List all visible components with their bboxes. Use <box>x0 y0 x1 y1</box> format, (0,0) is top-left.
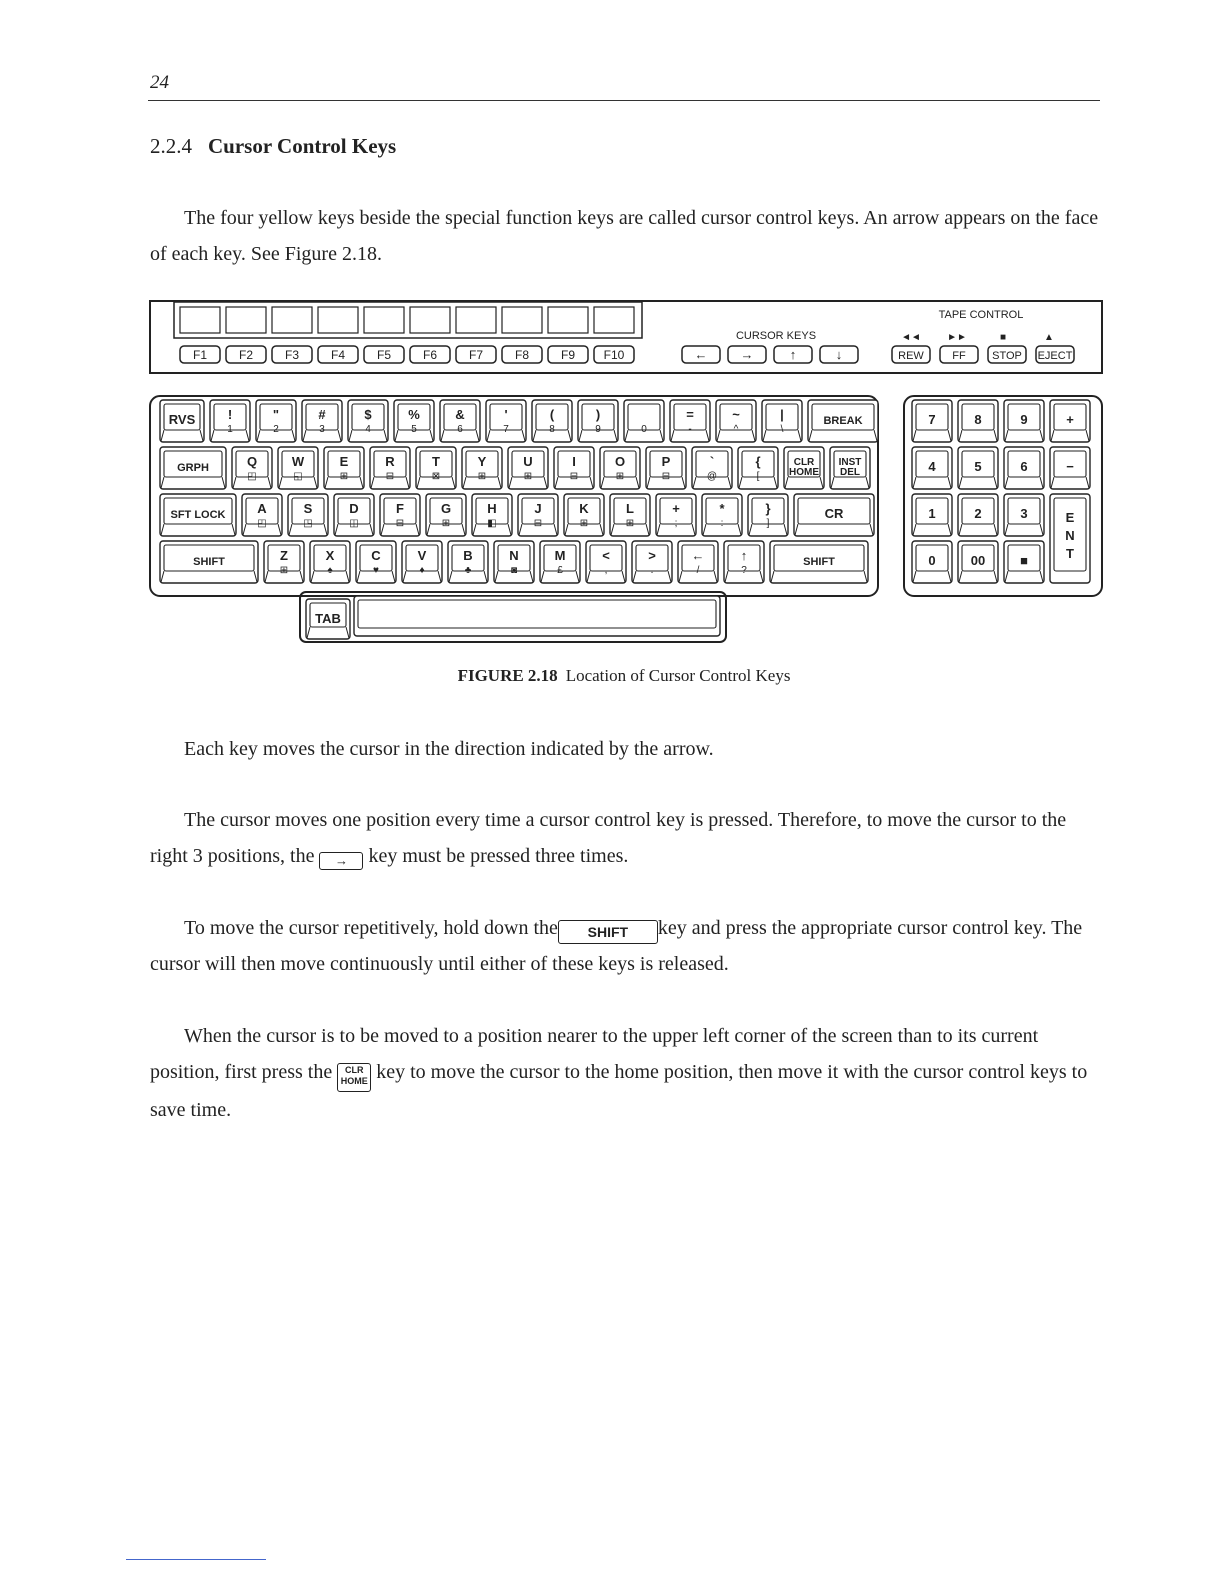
key-row4-8 <box>540 541 580 583</box>
key-label-lower: ⊞ <box>523 471 533 482</box>
home-label: HOME <box>340 1076 368 1086</box>
key-label-lower: ⊞ <box>477 471 487 482</box>
key-label: Y <box>477 454 487 469</box>
cursor-key-area <box>682 330 858 363</box>
key-label-lower: ⊞ <box>339 471 349 482</box>
function-key-f7 <box>456 307 496 363</box>
keypad-key-3 <box>1004 400 1044 442</box>
key-label: TAB <box>315 611 341 626</box>
key-label-lower: ◱ <box>293 471 303 482</box>
key-label: 2 <box>974 506 982 521</box>
key-row4-2 <box>264 541 304 583</box>
key-label: P <box>661 454 671 469</box>
key-label: K <box>579 501 589 516</box>
clr-home-key-drawing <box>337 1063 371 1092</box>
key-label-lower: ⊞ <box>615 471 625 482</box>
key-label: * <box>719 501 725 516</box>
tape-key-label: REW <box>898 350 924 362</box>
key-row3-3 <box>288 494 328 536</box>
paragraph-shift-text-b: key and press the appropriate cursor control key. The cursor will then move continuously until either of these keys is released. <box>150 917 1083 975</box>
key-label-lower: 7 <box>503 424 509 435</box>
key-label: | <box>780 407 784 422</box>
keypad-key-12 <box>912 541 952 583</box>
paragraph-home-text-b: key to move the cursor to the home position, then move it with the cursor control keys to save time. <box>150 1061 1088 1121</box>
function-key-label: F4 <box>330 348 346 362</box>
key-label-lower: 3 <box>319 424 325 435</box>
function-key-label: F2 <box>238 348 254 362</box>
key-row4-11 <box>678 541 718 583</box>
key-label-lower: ⊟ <box>395 518 405 529</box>
key-row3-7 <box>472 494 512 536</box>
key-label: + <box>672 501 680 516</box>
key-row2-9 <box>554 447 594 489</box>
key-label: 00 <box>970 553 986 568</box>
function-key-f2 <box>226 307 266 363</box>
function-key-label: F9 <box>560 348 576 362</box>
key-label-lower: ⊞ <box>279 565 289 576</box>
key-label-lower: ⊞ <box>579 518 589 529</box>
keypad-key-13 <box>958 541 998 583</box>
key-label-lower: ◳ <box>303 518 313 529</box>
key-label-lower: / <box>696 565 700 576</box>
key-label-sub: HOME <box>789 467 819 478</box>
tape-symbol: ▲ <box>1044 332 1054 343</box>
cursor-key-right <box>728 346 766 363</box>
keypad-key-9 <box>912 494 952 536</box>
key-row1-3 <box>256 400 296 442</box>
key-label: 1 <box>928 506 936 521</box>
key-label: CR <box>824 506 844 521</box>
key-label: 4 <box>928 459 936 474</box>
key-label-lower: @ <box>706 471 718 482</box>
key-label: { <box>755 454 761 469</box>
key-label: SFT LOCK <box>170 509 226 521</box>
keypad-key-2 <box>958 400 998 442</box>
key-row3-1 <box>160 494 236 536</box>
key-label: 9 <box>1020 412 1028 427</box>
key-row4-9 <box>586 541 626 583</box>
key-label-lower: ⊞ <box>625 518 635 529</box>
key-label: SHIFT <box>193 556 225 568</box>
key-row3-4 <box>334 494 374 536</box>
section-title: Cursor Control Keys <box>208 134 397 158</box>
key-label-lower: 9 <box>595 424 601 435</box>
key-label: RVS <box>168 412 196 427</box>
key-row3-14 <box>794 494 874 536</box>
keypad-enter-key <box>1050 494 1090 583</box>
key-row2-13 <box>738 447 778 489</box>
key-label-lower: ^ <box>733 424 739 435</box>
key-row2-2 <box>232 447 272 489</box>
function-key-label: F10 <box>603 348 625 362</box>
key-row1-12 <box>670 400 710 442</box>
key-label-top: INST <box>838 457 862 468</box>
key-row4-6 <box>448 541 488 583</box>
tape-symbol: ◄◄ <box>901 332 921 343</box>
keypad-key-7 <box>1004 447 1044 489</box>
key-row1-15 <box>808 400 878 442</box>
key-label-lower: : <box>720 518 724 529</box>
key-label: & <box>455 407 465 422</box>
key-row4-10 <box>632 541 672 583</box>
key-row2-15 <box>830 447 870 489</box>
key-label-lower: ◰ <box>247 471 257 482</box>
key-label: 7 <box>928 412 936 427</box>
key-label: = <box>686 407 694 422</box>
key-row3-5 <box>380 494 420 536</box>
key-row2-5 <box>370 447 410 489</box>
tape-key-label: STOP <box>992 350 1022 362</box>
enter-letter: T <box>1066 546 1074 561</box>
key-row1-4 <box>302 400 342 442</box>
function-key-f8 <box>502 307 542 363</box>
function-key-f6 <box>410 307 450 363</box>
key-label: GRPH <box>177 462 209 474</box>
key-row2-10 <box>600 447 640 489</box>
key-row3-8 <box>518 494 558 536</box>
paragraph-home <box>150 1018 1100 1128</box>
paragraph-repeat-press-text-a: The cursor moves one position every time a cursor control key is pressed. Therefore, to move the cursor to the right 3 positions, the <box>150 809 1067 867</box>
function-key-label: F3 <box>284 348 300 362</box>
key-label-lower: ⊟ <box>569 471 579 482</box>
key-label: G <box>440 501 452 516</box>
function-key-label: F1 <box>192 348 208 362</box>
key-row2-14 <box>784 447 824 489</box>
key-row2-6 <box>416 447 456 489</box>
key-label-lower: ◧ <box>487 518 497 529</box>
tape-control-area <box>892 309 1074 363</box>
key-row3-2 <box>242 494 282 536</box>
key-label: < <box>602 548 610 563</box>
figure-label: FIGURE 2.18 <box>457 666 558 685</box>
keypad-key-10 <box>958 494 998 536</box>
key-label: F <box>396 501 404 516</box>
tape-key-ff <box>940 346 978 363</box>
function-key-f9 <box>548 307 588 363</box>
key-label: O <box>614 454 626 469</box>
key-label: ) <box>595 407 601 422</box>
cursor-key-arrow: ↓ <box>835 347 843 362</box>
tab-key <box>306 599 350 639</box>
key-label: ' <box>504 407 508 422</box>
clr-label: CLR <box>344 1065 364 1075</box>
key-label: X <box>325 548 335 563</box>
tape-key-rew <box>892 346 930 363</box>
key-label-lower: 8 <box>549 424 555 435</box>
key-label: T <box>432 454 440 469</box>
key-label: $ <box>364 407 372 422</box>
key-label-lower: [ <box>756 471 760 482</box>
cursor-key-arrow: → <box>740 347 754 362</box>
key-label-lower: 6 <box>457 424 463 435</box>
key-label-lower: ♠ <box>327 565 333 576</box>
space-bar <box>354 596 720 636</box>
key-label: > <box>648 548 656 563</box>
key-row1-1 <box>160 400 204 442</box>
key-label: 3 <box>1020 506 1028 521</box>
key-row1-6 <box>394 400 434 442</box>
cursor-key-left <box>682 346 720 363</box>
key-row4-1 <box>160 541 258 583</box>
function-key-f5 <box>364 307 404 363</box>
key-row2-11 <box>646 447 686 489</box>
key-label-lower: 5 <box>411 424 417 435</box>
key-label: BREAK <box>823 415 863 427</box>
cursor-key-arrow: ← <box>694 347 708 362</box>
paragraph-shift-text-a: To move the cursor repetitively, hold down the <box>184 917 558 939</box>
key-label-lower: 2 <box>273 424 279 435</box>
function-key-label: F7 <box>468 348 484 362</box>
key-label: B <box>463 548 473 563</box>
function-key-f10 <box>594 307 634 363</box>
key-label: E <box>339 454 349 469</box>
key-label-lower: 0 <box>641 424 647 435</box>
key-label-lower: ♣ <box>464 565 472 576</box>
key-label: ← <box>691 548 705 563</box>
key-label: ■ <box>1020 553 1028 568</box>
key-row4-4 <box>356 541 396 583</box>
key-row1-9 <box>532 400 572 442</box>
key-label: + <box>1066 412 1074 427</box>
keypad-key-11 <box>1004 494 1044 536</box>
key-label: U <box>523 454 533 469</box>
tape-key-eject <box>1036 346 1074 363</box>
paragraph-direction <box>150 731 1100 767</box>
function-key-label: F8 <box>514 348 530 362</box>
shift-key-drawing: SHIFT <box>558 920 658 944</box>
key-label-lower: ♥ <box>373 565 379 576</box>
key-label: 8 <box>974 412 982 427</box>
key-label-lower: ⊟ <box>661 471 671 482</box>
key-row4-5 <box>402 541 442 583</box>
keypad-key-6 <box>958 447 998 489</box>
function-key-label: F5 <box>376 348 392 362</box>
key-label: R <box>385 454 395 469</box>
tape-key-label: FF <box>952 350 966 362</box>
function-key-area <box>180 307 634 363</box>
footer-rule <box>126 1559 266 1560</box>
key-label: " <box>272 407 280 422</box>
header-rule <box>148 100 1100 101</box>
key-label: # <box>318 407 326 422</box>
paragraph-shift <box>150 910 1100 982</box>
keypad-key-14 <box>1004 541 1044 583</box>
key-row2-4 <box>324 447 364 489</box>
key-row1-10 <box>578 400 618 442</box>
section-number: 2.2.4 <box>150 134 192 158</box>
key-label-lower: ; <box>674 518 678 529</box>
key-label-lower: ? <box>741 565 747 576</box>
keypad-key-5 <box>912 447 952 489</box>
paragraph-direction-text: Each key moves the cursor in the direction indicated by the arrow. <box>184 738 714 760</box>
key-label-lower: ⊞ <box>441 518 451 529</box>
key-row4-3 <box>310 541 350 583</box>
function-key-f3 <box>272 307 312 363</box>
enter-letter: E <box>1065 510 1075 525</box>
tape-symbol: ►► <box>947 332 967 343</box>
key-label: A <box>257 501 267 516</box>
key-row1-13 <box>716 400 756 442</box>
keypad-key-1 <box>912 400 952 442</box>
key-row4-12 <box>724 541 764 583</box>
function-key-f1 <box>180 307 220 363</box>
key-label: 5 <box>974 459 982 474</box>
figure-caption <box>0 666 1224 686</box>
key-label-lower: ◙ <box>510 565 518 576</box>
cursor-key-up <box>774 346 812 363</box>
key-label-lower: ◫ <box>349 518 359 529</box>
key-row1-7 <box>440 400 480 442</box>
right-arrow-key-drawing: → <box>319 852 363 870</box>
tape-symbol: ■ <box>999 332 1007 343</box>
key-row1-14 <box>762 400 802 442</box>
key-row2-1 <box>160 447 226 489</box>
key-label: L <box>626 501 634 516</box>
keypad-key-4 <box>1050 400 1090 442</box>
enter-letter: N <box>1065 528 1075 543</box>
key-label-lower: 4 <box>365 424 371 435</box>
key-label-lower: , <box>604 565 608 576</box>
key-label-lower: ⊟ <box>385 471 395 482</box>
key-label-lower: \ <box>780 424 784 435</box>
paragraph-intro-text: The four yellow keys beside the special function keys are called cursor control keys. An arrow appears on the face of each key. See Figure 2.18. <box>150 207 1099 265</box>
key-row1-8 <box>486 400 526 442</box>
key-label: V <box>417 548 427 563</box>
key-label-lower: ◰ <box>257 518 267 529</box>
main-keys <box>160 400 878 639</box>
key-label: ~ <box>732 407 740 422</box>
tape-control-label: TAPE CONTROL <box>938 309 1024 321</box>
key-label: ( <box>549 407 555 422</box>
tape-key-label: EJECT <box>1037 350 1073 362</box>
key-label-lower: ♦ <box>419 565 425 576</box>
key-label: I <box>572 454 576 469</box>
key-label: SHIFT <box>803 556 835 568</box>
key-label: % <box>408 407 420 422</box>
key-row4-13 <box>770 541 868 583</box>
figure-caption-text: Location of Cursor Control Keys <box>565 666 791 685</box>
paragraph-home-text-a: When the cursor is to be moved to a position nearer to the upper left corner of the screen than to its current position, first press the <box>150 1025 1039 1083</box>
key-row2-8 <box>508 447 548 489</box>
key-row2-12 <box>692 447 732 489</box>
key-label-sub: DEL <box>840 467 860 478</box>
key-label: N <box>509 548 519 563</box>
key-label: H <box>487 501 497 516</box>
paragraph-repeat-press <box>150 802 1100 874</box>
key-label: J <box>534 501 542 516</box>
key-label: ! <box>227 407 233 422</box>
key-label-lower: ⊠ <box>431 471 441 482</box>
key-row3-13 <box>748 494 788 536</box>
key-row2-7 <box>462 447 502 489</box>
key-row3-11 <box>656 494 696 536</box>
key-label: 0 <box>928 553 936 568</box>
section-heading <box>150 134 396 159</box>
page-number: 24 <box>150 72 169 93</box>
function-key-f4 <box>318 307 358 363</box>
key-row2-3 <box>278 447 318 489</box>
function-key-label: F6 <box>422 348 438 362</box>
key-label: 6 <box>1020 459 1028 474</box>
keyboard-figure <box>0 296 1224 656</box>
key-row4-7 <box>494 541 534 583</box>
cursor-key-down <box>820 346 858 363</box>
key-label-lower: 1 <box>227 424 233 435</box>
key-label: D <box>349 501 359 516</box>
key-label: C <box>371 548 381 563</box>
paragraph-repeat-press-text-b: key must be pressed three times. <box>368 845 629 867</box>
key-label: W <box>291 454 305 469</box>
key-label-lower: ] <box>766 518 770 529</box>
key-row1-5 <box>348 400 388 442</box>
tape-key-stop <box>988 346 1026 363</box>
key-label: − <box>1066 459 1074 474</box>
key-label-top: CLR <box>793 457 815 468</box>
key-label: ` <box>709 454 715 469</box>
key-label-lower: ⊟ <box>533 518 543 529</box>
key-label: M <box>554 548 566 563</box>
key-label: ↑ <box>740 548 748 563</box>
cursor-key-arrow: ↑ <box>789 347 797 362</box>
key-row1-11 <box>624 400 664 442</box>
key-row3-9 <box>564 494 604 536</box>
key-row3-6 <box>426 494 466 536</box>
cursor-keys-label: CURSOR KEYS <box>735 330 817 342</box>
key-label: Z <box>280 548 288 563</box>
key-row3-12 <box>702 494 742 536</box>
key-row3-10 <box>610 494 650 536</box>
key-label-lower: . <box>650 565 654 576</box>
key-label: } <box>765 501 771 516</box>
key-label-lower: £ <box>557 565 563 576</box>
paragraph-intro <box>150 200 1100 272</box>
key-label: Q <box>246 454 258 469</box>
key-label: S <box>303 501 313 516</box>
key-row1-2 <box>210 400 250 442</box>
numeric-keypad <box>912 400 1090 583</box>
key-label-lower: - <box>688 424 692 435</box>
keypad-key-8 <box>1050 447 1090 489</box>
